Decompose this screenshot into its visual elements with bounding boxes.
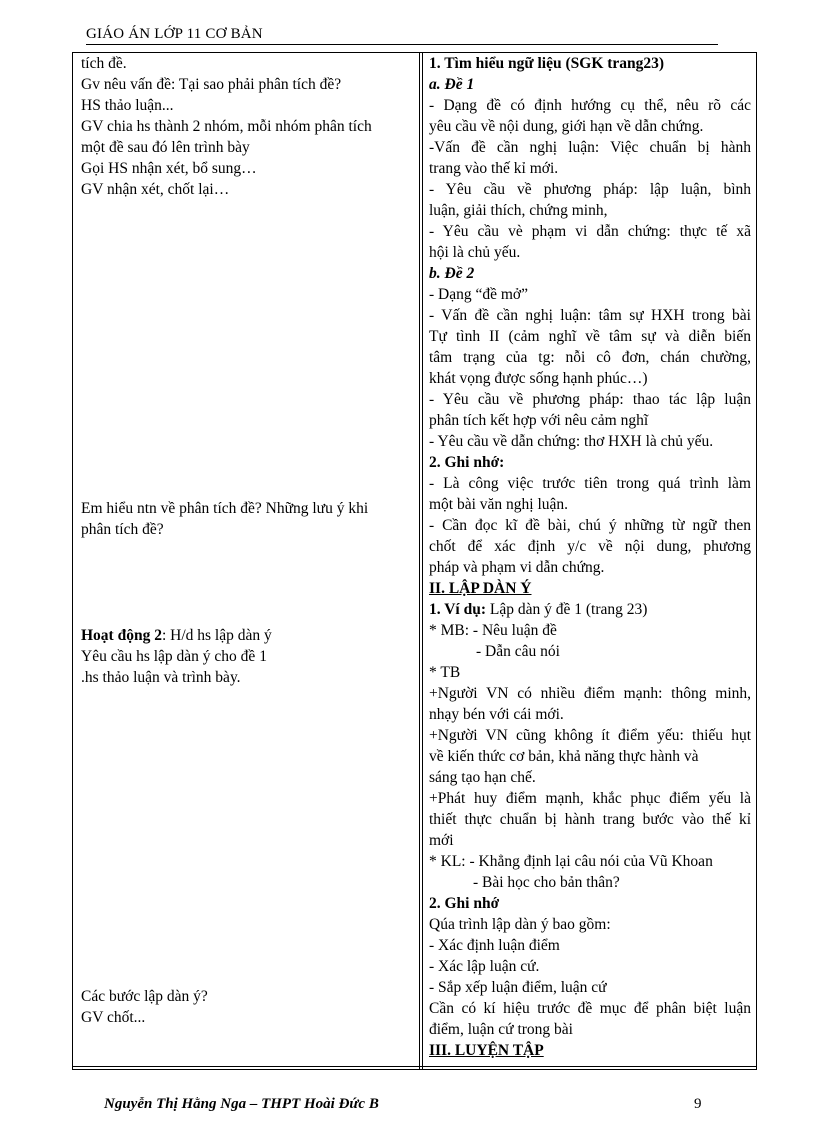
content-line: - Là công việc trước tiên trong quá trình làm xyxy=(429,475,751,492)
content-line: - Yêu cầu về phương pháp: thao tác lập luận xyxy=(429,391,751,408)
left-line: Em hiểu ntn về phân tích đề? Những lưu ý khi xyxy=(81,500,369,517)
header-rule xyxy=(86,44,718,45)
content-line: Cần có kí hiệu trước đề mục để phân biệt luận xyxy=(429,1000,751,1017)
page-header-title: GIÁO ÁN LỚP 11 CƠ BẢN xyxy=(86,26,263,42)
activity-2-text: : H/d hs lập dàn ý xyxy=(161,627,272,644)
example-line xyxy=(429,599,751,620)
page-number: 9 xyxy=(694,1096,702,1112)
content-line: khát vọng được sống hạnh phúc…) xyxy=(429,370,648,387)
part-heading: II. LẬP DÀN Ý xyxy=(429,580,532,597)
content-line: một bài văn nghị luận. xyxy=(429,496,569,513)
content-line: pháp và phạm vi dẫn chứng. xyxy=(429,559,605,576)
left-line: GV chốt... xyxy=(81,1009,146,1026)
content-line: - Xác định luận điểm xyxy=(429,937,560,954)
content-line: Tự tình II (cảm nghĩ về tâm sự và diễn biến xyxy=(429,328,751,345)
example-text: Lập dàn ý đề 1 (trang 23) xyxy=(486,601,648,618)
left-line: GV chia hs thành 2 nhóm, mỗi nhóm phân tích xyxy=(81,118,372,135)
content-line: - Dẫn câu nói xyxy=(476,643,560,660)
content-line: * KL: - Khẳng định lại câu nói của Vũ Khoan xyxy=(429,853,713,870)
content-line: phân tích kết hợp với nêu cảm nghĩ xyxy=(429,412,649,429)
content-line: sáng tạo hạn chế. xyxy=(429,769,536,786)
content-line: chốt để xác định y/c về nội dung, phương xyxy=(429,538,751,555)
footer-author: Nguyễn Thị Hằng Nga – THPT Hoài Đức B xyxy=(104,1096,379,1112)
left-line: GV nhận xét, chốt lại… xyxy=(81,181,230,198)
content-line: - Dạng “đề mở” xyxy=(429,286,529,303)
content-line: +Người VN cũng không ít điểm yếu: thiếu hụt xyxy=(429,727,751,744)
content-line: về kiến thức cơ bản, khả năng thực hành và xyxy=(429,748,699,765)
left-line: Gv nêu vấn đề: Tại sao phải phân tích đề? xyxy=(81,76,342,93)
content-line: - Dạng đề có định hướng cụ thể, nêu rõ các xyxy=(429,97,751,114)
content-line: điểm, luận cứ trong bài xyxy=(429,1021,573,1038)
part-heading: III. LUYỆN TẬP xyxy=(429,1042,544,1059)
left-line: HS thảo luận... xyxy=(81,97,174,114)
content-line: +Phát huy điểm mạnh, khắc phục điểm yếu là xyxy=(429,790,751,807)
content-line: * TB xyxy=(429,664,461,681)
content-line: +Người VN có nhiều điểm mạnh: thông minh, xyxy=(429,685,751,702)
left-line: phân tích đề? xyxy=(81,521,164,538)
subsection-heading: b. Đề 2 xyxy=(429,265,475,282)
left-line: Gọi HS nhận xét, bổ sung… xyxy=(81,160,257,177)
content-line: tâm trạng của tg: nỗi cô đơn, chán chường, xyxy=(429,349,751,366)
content-line: mới xyxy=(429,832,454,849)
left-line: Yêu cầu hs lập dàn ý cho đề 1 xyxy=(81,648,267,665)
content-line: - Yêu cầu về dẫn chứng: thơ HXH là chủ yếu. xyxy=(429,433,714,450)
activity-2-label: Hoạt động 2 xyxy=(81,627,162,644)
subsection-heading: a. Đề 1 xyxy=(429,76,475,93)
content-line: hội là chủ yếu. xyxy=(429,244,521,261)
content-line: yêu cầu về nội dung, giới hạn về dẫn chứng. xyxy=(429,118,704,135)
content-line: Qúa trình lập dàn ý bao gồm: xyxy=(429,916,611,933)
left-line: .hs thảo luận và trình bày. xyxy=(81,669,241,686)
column-divider xyxy=(419,53,423,1069)
content-line: thiết thực chuẩn bị hành trang bước vào thế kỉ xyxy=(429,811,751,828)
section-heading: 2. Ghi nhớ: xyxy=(429,454,505,471)
example-label: 1. Ví dụ: xyxy=(429,601,486,618)
left-line: tích đề. xyxy=(81,55,127,72)
content-line: - Yêu cầu vè phạm vi dẫn chứng: thực tế xã xyxy=(429,223,751,240)
content-line: * MB: - Nêu luận đề xyxy=(429,622,557,639)
content-line: - Yêu cầu về phương pháp: lập luận, bình xyxy=(429,181,751,198)
lesson-table xyxy=(72,52,757,1070)
content-line: - Vấn đề cần nghị luận: tâm sự HXH trong bài xyxy=(429,307,751,324)
section-heading: 2. Ghi nhớ xyxy=(429,895,500,912)
content-line: luận, giải thích, chứng minh, xyxy=(429,202,608,219)
content-line: trang vào thế kỉ mới. xyxy=(429,160,559,177)
content-line: - Sắp xếp luận điểm, luận cứ xyxy=(429,979,607,996)
left-line: Các bước lập dàn ý? xyxy=(81,988,208,1005)
content-line: - Cần đọc kĩ đề bài, chú ý những từ ngữ then xyxy=(429,517,751,534)
content-line: -Vấn đề cần nghị luận: Việc chuẩn bị hành xyxy=(429,139,751,156)
left-line: một đề sau đó lên trình bày xyxy=(81,139,250,156)
activity-2-line xyxy=(81,625,272,646)
section-heading: 1. Tìm hiểu ngữ liệu (SGK trang23) xyxy=(429,55,665,72)
content-line: - Bài học cho bản thân? xyxy=(473,874,620,891)
content-line: - Xác lập luận cứ. xyxy=(429,958,540,975)
content-line: nhạy bén với cái mới. xyxy=(429,706,564,723)
